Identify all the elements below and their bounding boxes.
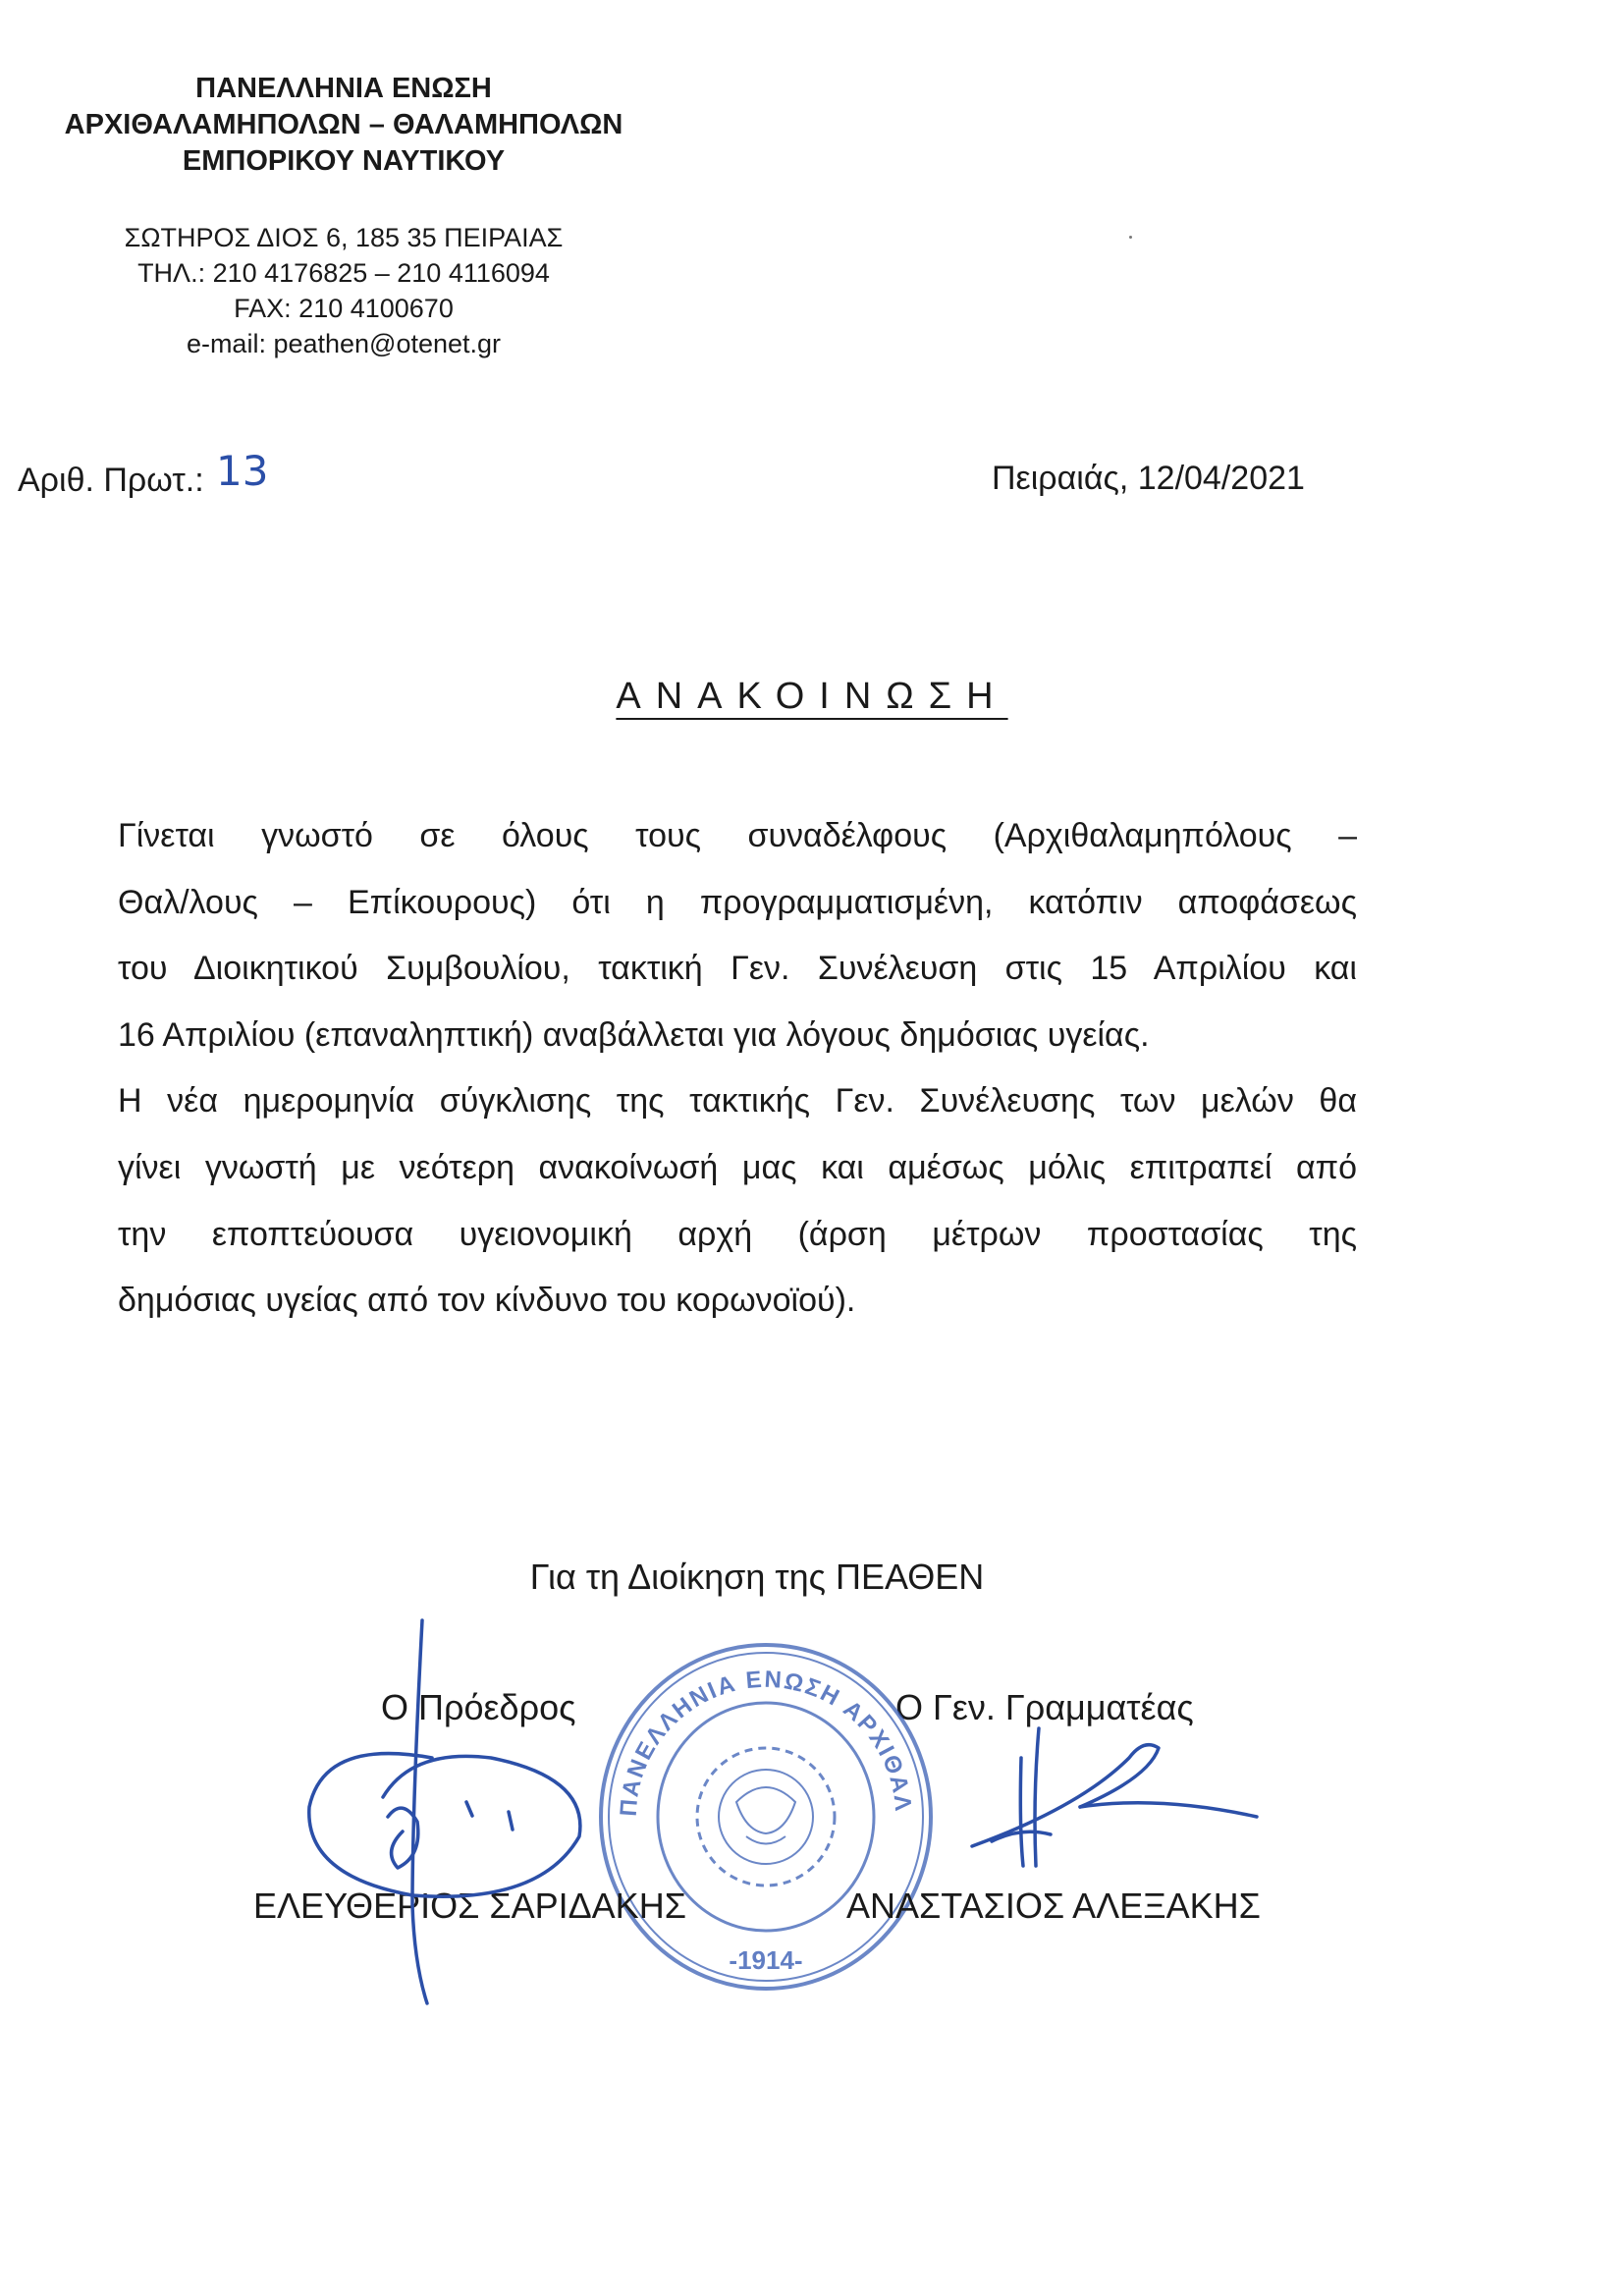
body-line-7: την εποπτεύουσα υγειονομική αρχή (άρση μέτρων προστασίας της	[118, 1215, 1357, 1253]
org-line-1: ΠΑΝΕΛΛΗΝΙΑ ΕΝΩΣΗ	[195, 73, 492, 104]
announcement-title-text: ΑΝΑΚΟΙΝΩΣΗ	[616, 676, 1008, 717]
secretary-name: ΑΝΑΣΤΑΣΙΟΣ ΑΛΕΞΑΚΗΣ	[846, 1886, 1261, 1926]
org-line-2: ΑΡΧΙΘΑΛΑΜΗΠΟΛΩΝ – ΘΑΛΑΜΗΠΟΛΩΝ	[64, 109, 623, 140]
body-line-2: Θαλ/λους – Επίκουρους) ότι η προγραμματισμένη, κατόπιν αποφάσεως	[118, 883, 1357, 921]
org-line-3: ΕΜΠΟΡΙΚΟΥ ΝΑΥΤΙΚΟΥ	[182, 145, 506, 177]
secretary-title: Ο Γεν. Γραμματέας	[895, 1687, 1194, 1727]
protocol-number: 13	[216, 447, 269, 495]
president-name: ΕΛΕΥΘΕΡΙΟΣ ΣΑΡΙΔΑΚΗΣ	[253, 1886, 686, 1926]
body-line-1: Γίνεται γνωστό σε όλους τους συναδέλφους (Αρχιθαλαμηπόλους –	[118, 817, 1357, 854]
body-line-8: δημόσιας υγείας από τον κίνδυνο του κορωνοϊού).	[118, 1282, 856, 1320]
on-behalf-line: Για τη Διοίκηση της ΠΕΑΘΕΝ	[529, 1557, 985, 1597]
protocol-label: Αριθ. Πρωτ.:	[18, 462, 204, 499]
contact-block	[0, 220, 687, 361]
body-line-5: Η νέα ημερομηνία σύγκλισης της τακτικής Γεν. Συνέλευσης των μελών θα	[118, 1082, 1357, 1121]
president-title: Ο Πρόεδρος	[381, 1687, 576, 1727]
phone: ΤΗΛ.: 210 4176825 – 210 4116094	[137, 258, 550, 288]
announcement-title	[0, 676, 1624, 718]
body-line-3: του Διοικητικού Συμβουλίου, τακτική Γεν. Συνέλευση στις 15 Απριλίου και	[118, 950, 1357, 988]
organization-name	[0, 71, 687, 180]
seal-text: ΠΑΝΕΛΛΗΝΙΑ ΕΝΩΣΗ ΑΡΧΙΘΑΛΑΜΗΠΟΛΩΝ ΕΜΠΟΡΙΚΟΥ ΝΑΥΤΙΚΟΥ	[578, 1614, 917, 1818]
union-seal-stamp	[578, 1614, 943, 1998]
announcement-body	[118, 803, 1357, 1335]
body-line-6: γίνει γνωστή με νεότερη ανακοίνωσή μας και αμέσως μόλις επιτραπεί από	[118, 1148, 1357, 1186]
place-date: Πειραιάς, 12/04/2021	[992, 460, 1305, 497]
secretary-signature-icon	[962, 1719, 1276, 1915]
speck	[1129, 236, 1132, 239]
email: e-mail: peathen@otenet.gr	[186, 329, 502, 358]
address: ΣΩΤΗΡΟΣ ΔΙΟΣ 6, 185 35 ΠΕΙΡΑΙΑΣ	[124, 223, 564, 252]
seal-year: -1914-	[729, 1945, 803, 1975]
fax: FAX: 210 4100670	[234, 294, 454, 323]
body-line-4: 16 Απριλίου (επαναληπτική) αναβάλλεται για λόγους δημόσιας υγείας.	[118, 1015, 1150, 1054]
president-signature-icon	[295, 1611, 609, 2023]
